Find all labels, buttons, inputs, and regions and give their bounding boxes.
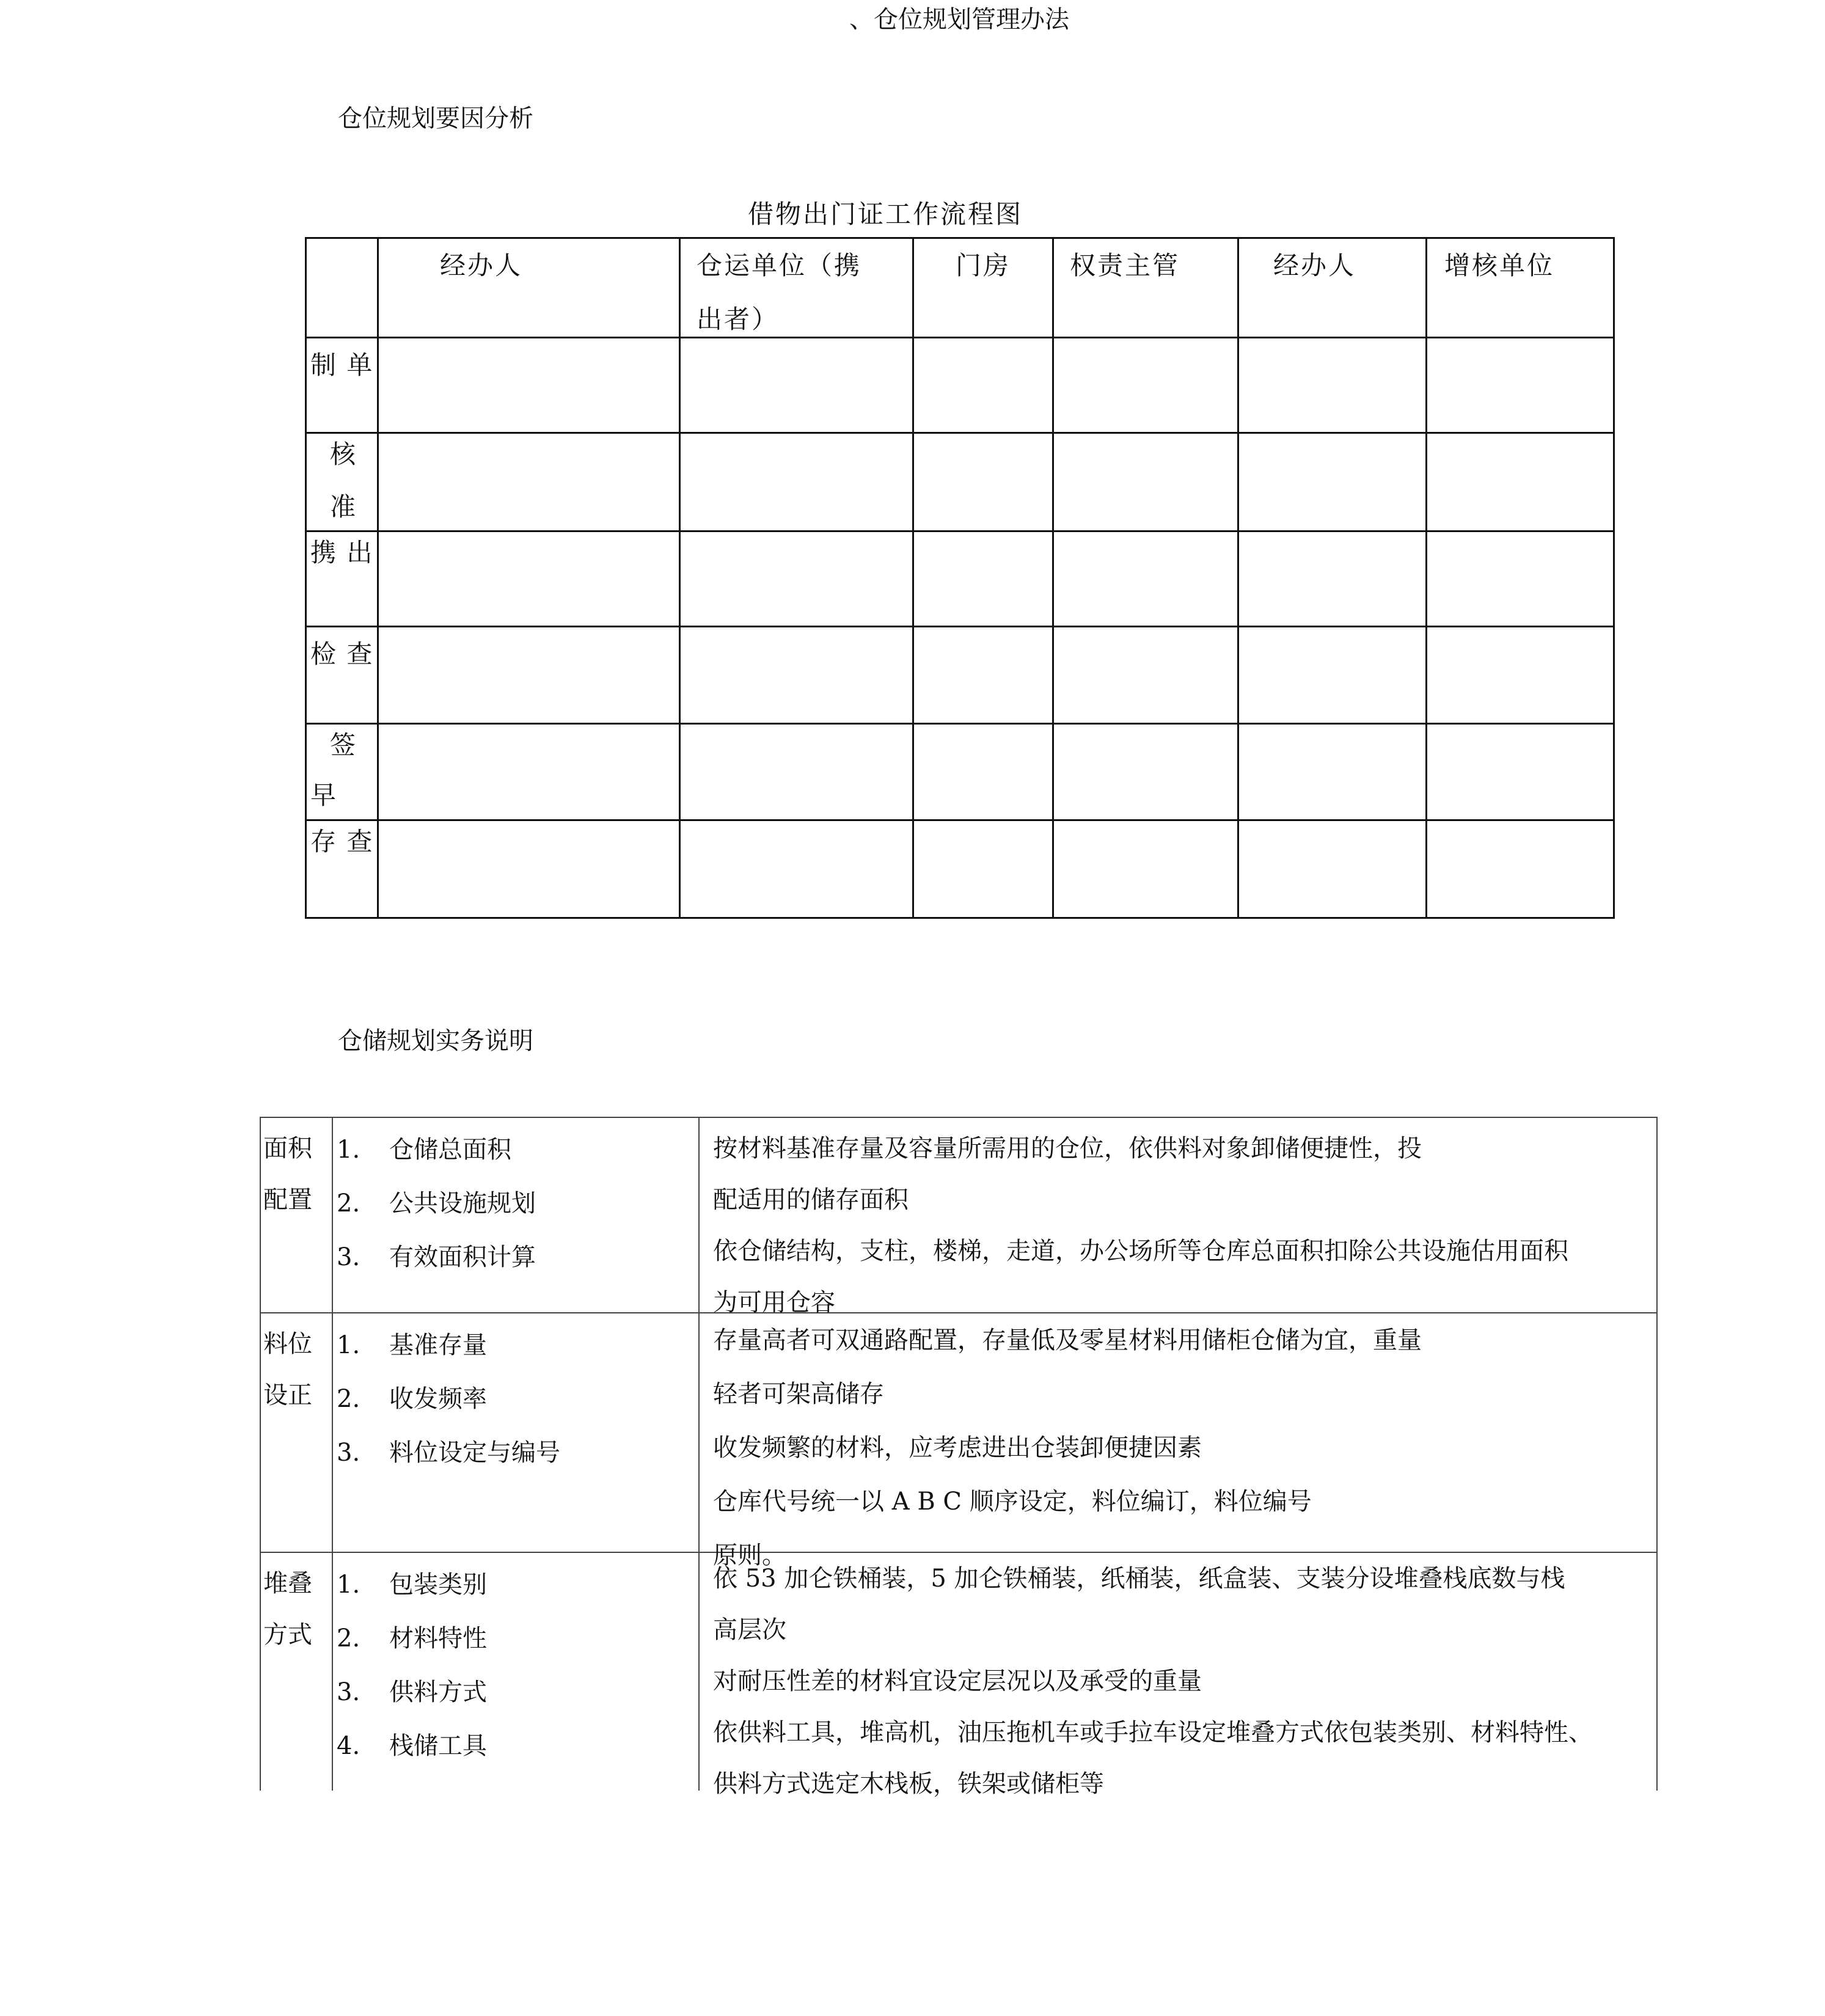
- step-label: 存 查: [310, 827, 374, 856]
- flow-step-row: [306, 433, 1614, 531]
- flow-step-label-cell: [306, 820, 378, 918]
- flow-column-header: [1238, 238, 1427, 338]
- flow-step-row: [306, 724, 1614, 820]
- column-label-gatehouse: 门房: [956, 250, 1011, 280]
- step-label: 核: [330, 439, 357, 469]
- column-label-supervisor: 权责主管: [1070, 250, 1180, 280]
- list-item: 2. 材料特性: [337, 1624, 487, 1653]
- flow-step-row: [306, 338, 1614, 433]
- flow-step-row: [306, 820, 1614, 918]
- items-cell: [332, 1552, 699, 1791]
- items-cell: [332, 1117, 699, 1313]
- practice-row-area: [260, 1117, 1657, 1313]
- description-line: 为可用仓容: [713, 1288, 835, 1317]
- description-line: 供料方式选定木栈板，铁架或储柜等: [713, 1770, 1104, 1798]
- list-item: 2. 收发频率: [337, 1385, 487, 1413]
- category-label: 面积: [263, 1134, 312, 1163]
- flow-column-header: [378, 238, 680, 338]
- flow-step-label-cell: [306, 338, 378, 433]
- flow-column-header: [1427, 238, 1614, 338]
- flow-corner-cell: [306, 238, 378, 338]
- step-label: 制 单: [310, 350, 374, 380]
- list-item: 3. 供料方式: [337, 1678, 487, 1706]
- list-item: 2. 公共设施规划: [337, 1189, 536, 1218]
- flow-column-header: [1053, 238, 1238, 338]
- flow-step-label-cell: [306, 433, 378, 531]
- category-cell: [260, 1313, 332, 1552]
- items-cell: [332, 1313, 699, 1552]
- description-line: 按材料基准存量及容量所需用的仓位，依供料对象卸储便捷性，投: [713, 1134, 1422, 1163]
- list-item: 1. 包装类别: [337, 1571, 487, 1599]
- flow-column-header: [913, 238, 1053, 338]
- category-label: 配置: [263, 1186, 312, 1214]
- description-line: 仓库代号统一以 A B C 顺序设定，料位编订，料位编号: [713, 1488, 1312, 1516]
- category-label: 方式: [263, 1621, 312, 1649]
- description-cell: [699, 1117, 1657, 1317]
- column-label-handler: 经办人: [440, 250, 523, 280]
- flow-column-header: [680, 238, 913, 338]
- list-item: 1. 仓储总面积: [337, 1136, 511, 1164]
- column-label-warehouse-unit: 仓运单位（携出者）: [697, 250, 862, 334]
- description-cell: [699, 1552, 1657, 1798]
- practice-row-location: [260, 1313, 1657, 1552]
- description-line: 依供料工具，堆高机，油压拖机车或手拉车设定堆叠方式依包装类别、材料特性、: [713, 1718, 1593, 1747]
- column-label-review-unit: 增核单位: [1444, 250, 1555, 280]
- step-label: 签: [330, 730, 357, 760]
- column-label-handler-2: 经办人: [1273, 250, 1356, 280]
- section-heading-factor-analysis: 仓位规划要因分析: [338, 104, 533, 133]
- category-cell: [260, 1117, 332, 1313]
- description-line: 配适用的储存面积: [713, 1186, 909, 1214]
- practice-row-stacking: [260, 1552, 1657, 1791]
- flow-step-row: [306, 531, 1614, 627]
- description-line: 高层次: [713, 1616, 786, 1644]
- step-label: 早: [310, 780, 338, 810]
- step-label: 准: [330, 492, 357, 522]
- flow-step-label-cell: [306, 724, 378, 820]
- list-item: 1. 基准存量: [337, 1331, 487, 1359]
- description-line: 存量高者可双通路配置，存量低及零星材料用储柜仓储为宜，重量: [713, 1326, 1422, 1354]
- list-item: 3. 料位设定与编号: [337, 1439, 560, 1467]
- description-cell: [699, 1313, 1657, 1569]
- description-line: 依 53 加仑铁桶装，5 加仑铁桶装，纸桶装，纸盒装、支装分设堆叠栈底数与栈: [713, 1565, 1565, 1593]
- description-line: 依仓储结构，支柱，楼梯，走道，办公场所等仓库总面积扣除公共设施估用面积: [713, 1237, 1568, 1265]
- section-heading-practice: 仓储规划实务说明: [338, 1027, 533, 1055]
- flow-chart-table: [305, 237, 1615, 919]
- flow-chart-title: 借物出门证工作流程图: [748, 199, 1023, 229]
- step-label: 携 出: [310, 538, 374, 568]
- description-line: 轻者可架高储存: [713, 1380, 884, 1408]
- description-line: 对耐压性差的材料宜设定层况以及承受的重量: [713, 1667, 1202, 1695]
- list-item: 3. 有效面积计算: [337, 1243, 536, 1271]
- description-line: 原则。: [713, 1541, 786, 1569]
- flow-step-row: [306, 627, 1614, 724]
- flow-step-label-cell: [306, 531, 378, 627]
- description-line: 收发频繁的材料，应考虑进出仓装卸便捷因素: [713, 1434, 1202, 1462]
- practice-table: [260, 1117, 1658, 1798]
- category-label: 料位: [263, 1330, 312, 1358]
- category-label: 堆叠: [263, 1569, 312, 1598]
- list-item: 4. 栈储工具: [337, 1732, 487, 1760]
- document-title: 、仓位规划管理办法: [849, 5, 1069, 34]
- category-cell: [260, 1552, 332, 1791]
- category-label: 设正: [263, 1381, 312, 1409]
- flow-header-row: [306, 238, 1614, 338]
- flow-step-label-cell: [306, 627, 378, 724]
- step-label: 检 查: [310, 639, 374, 669]
